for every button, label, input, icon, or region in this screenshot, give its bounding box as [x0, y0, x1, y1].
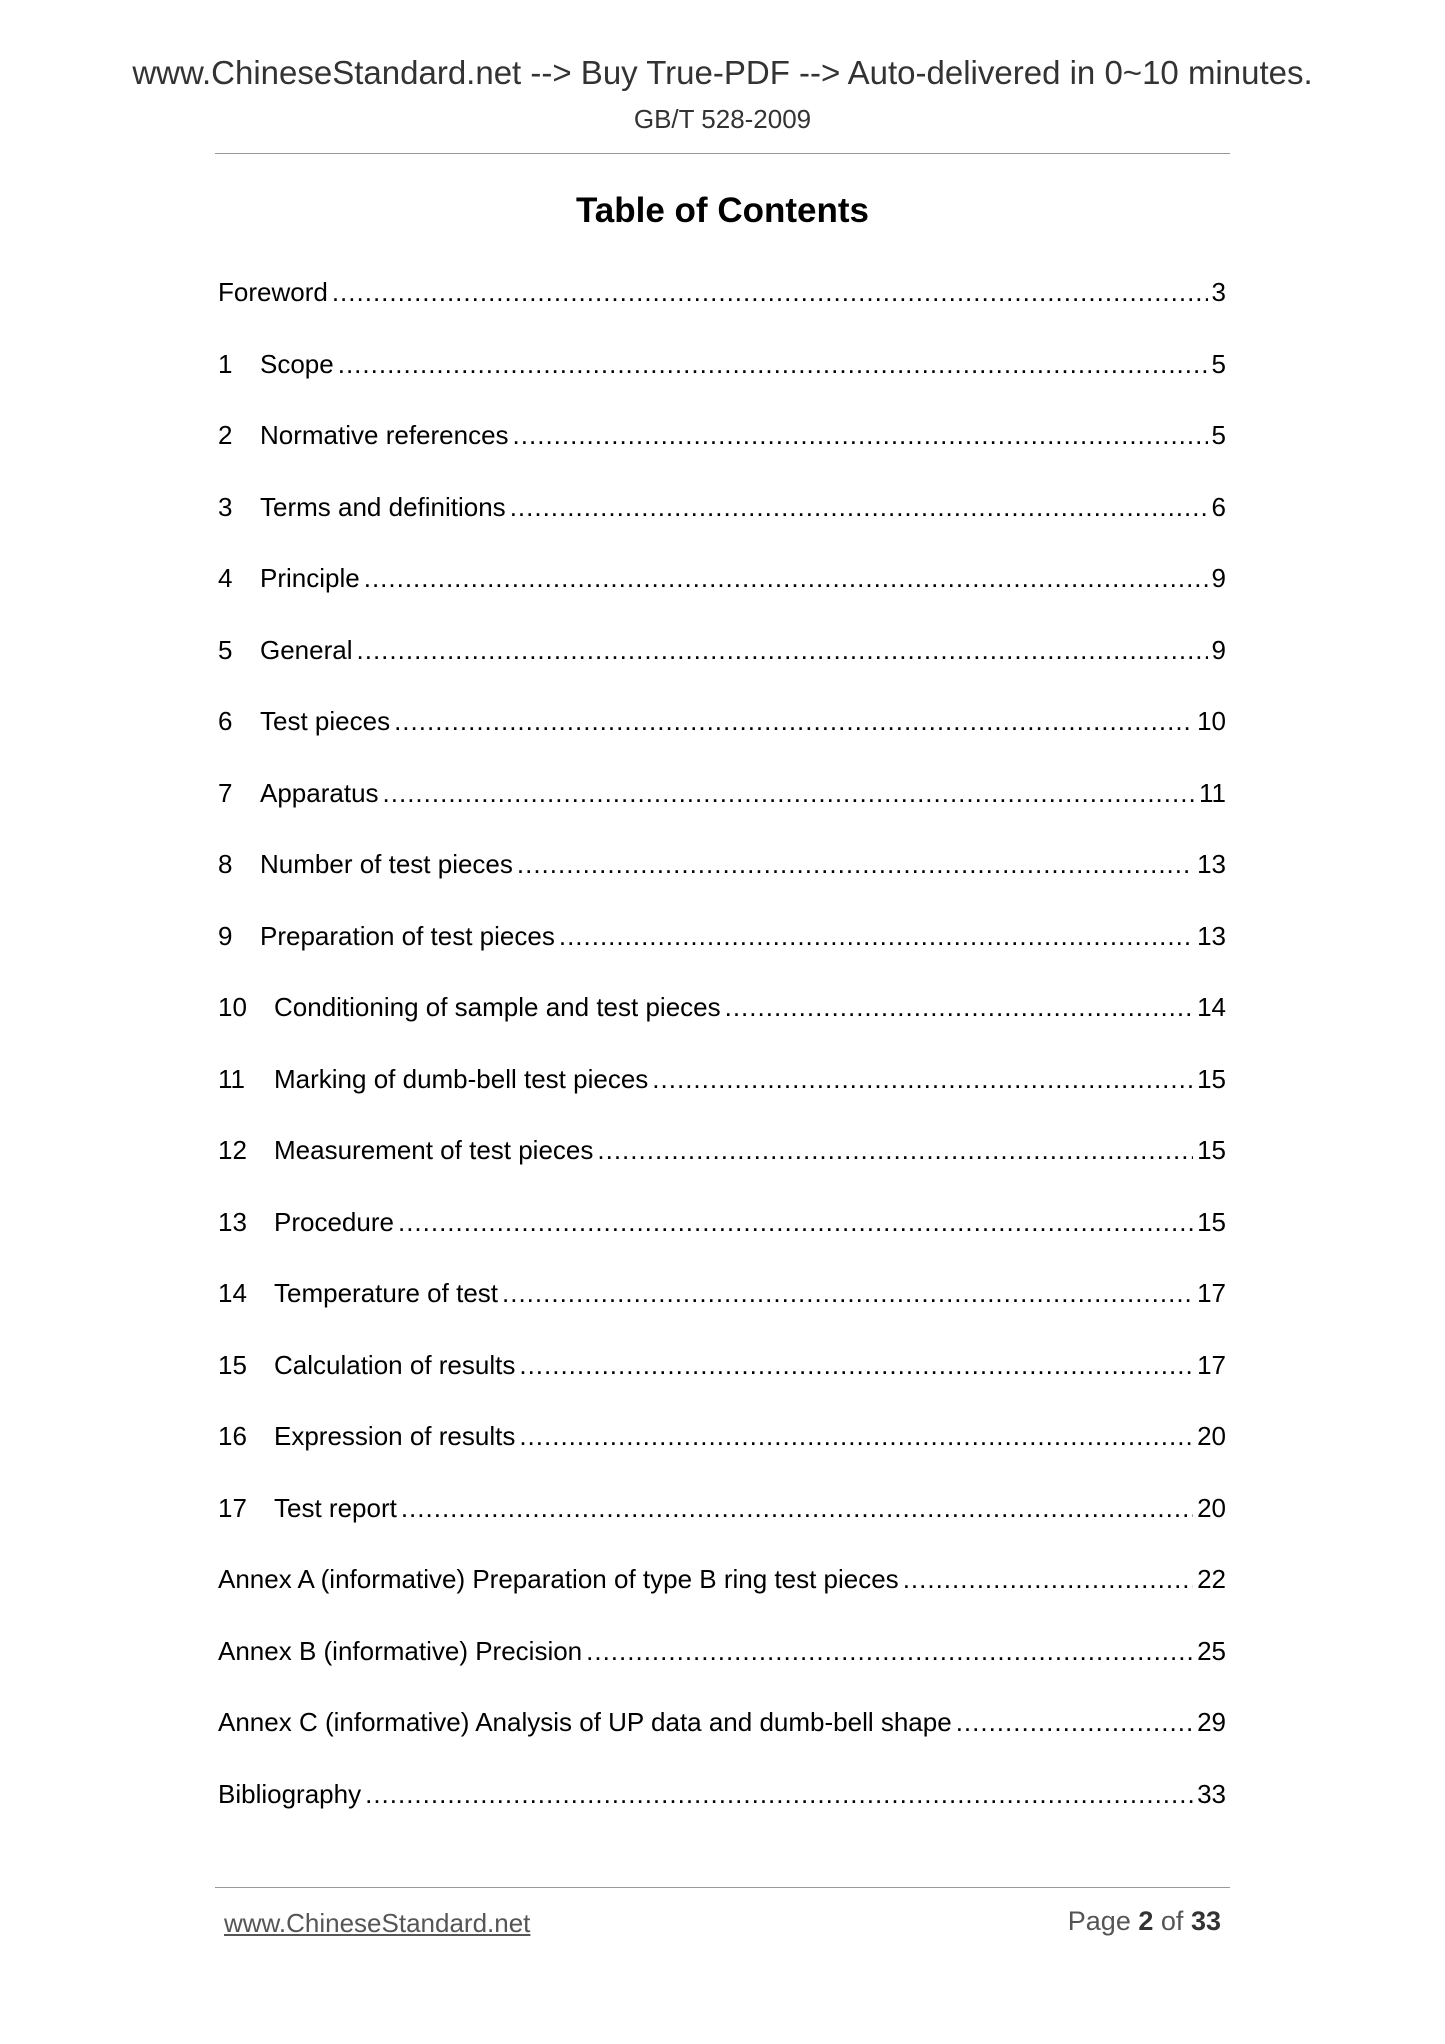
toc-entry-number: 8 [218, 849, 233, 879]
footer-site-link[interactable]: www.ChineseStandard.net [224, 1908, 531, 1938]
table-of-contents [218, 272, 1226, 1845]
toc-entry-label: Marking of dumb-bell test pieces [274, 1063, 649, 1094]
header-divider [215, 153, 1230, 154]
toc-entry-page: 13 [1197, 849, 1226, 879]
toc-entry[interactable] [218, 773, 1226, 845]
toc-entry-number: 14 [218, 1278, 247, 1308]
toc-entry-page: 20 [1197, 1421, 1226, 1451]
footer-divider [215, 1887, 1230, 1888]
toc-entry-page: 29 [1197, 1707, 1226, 1737]
toc-dot-leader [903, 1559, 1193, 1599]
toc-entry[interactable] [218, 1202, 1226, 1274]
standard-code: GB/T 528-2009 [633, 104, 812, 134]
toc-entry-number: 3 [218, 491, 233, 522]
toc-entry-page: 17 [1197, 1349, 1226, 1380]
toc-dot-leader [597, 1130, 1193, 1170]
toc-entry-label: Foreword [218, 277, 328, 307]
toc-entry[interactable] [218, 844, 1226, 916]
toc-dot-leader [519, 1345, 1193, 1385]
toc-entry-number: 13 [218, 1206, 247, 1237]
toc-entry-number: 17 [218, 1492, 247, 1523]
toc-entry-label: Conditioning of sample and test pieces [274, 992, 721, 1022]
toc-entry-page: 22 [1197, 1564, 1226, 1594]
page-indicator [1068, 1906, 1221, 1937]
toc-entry-page: 25 [1197, 1635, 1226, 1666]
toc-entry-page: 5 [1211, 420, 1226, 450]
toc-dot-leader [559, 916, 1193, 956]
toc-entry-number: 4 [218, 563, 233, 593]
toc-dot-leader [364, 558, 1208, 598]
toc-entry-label: General [260, 634, 353, 665]
toc-dot-leader [586, 1631, 1193, 1671]
toc-entry-number: 7 [218, 777, 233, 808]
toc-dot-leader [513, 415, 1208, 455]
toc-title: Table of Contents [576, 191, 869, 230]
toc-entry-number: 16 [218, 1421, 247, 1451]
toc-entry-label: Calculation of results [274, 1349, 516, 1380]
toc-entry-page: 33 [1197, 1778, 1226, 1809]
toc-entry-label: Temperature of test [274, 1278, 498, 1308]
toc-dot-leader [956, 1702, 1193, 1742]
toc-entry-number: 1 [218, 348, 233, 379]
toc-entry-label: Expression of results [274, 1421, 516, 1451]
toc-entry[interactable] [218, 1059, 1226, 1131]
toc-entry-label: Annex A (informative) Preparation of type B ring test pieces [218, 1564, 899, 1594]
toc-dot-leader [502, 1273, 1193, 1313]
toc-entry[interactable] [218, 987, 1226, 1059]
page-of: of [1160, 1906, 1184, 1936]
toc-entry-number: 10 [218, 992, 247, 1022]
toc-entry-number: 6 [218, 706, 233, 736]
toc-entry[interactable] [218, 1345, 1226, 1417]
toc-entry[interactable] [218, 558, 1226, 630]
toc-entry-number: 15 [218, 1349, 247, 1380]
toc-entry-page: 10 [1197, 706, 1226, 736]
toc-entry-page: 15 [1197, 1135, 1226, 1165]
toc-entry-page: 9 [1211, 563, 1226, 593]
toc-entry[interactable] [218, 344, 1226, 416]
page-prefix: Page [1067, 1906, 1131, 1936]
toc-entry-page: 15 [1197, 1206, 1226, 1237]
toc-dot-leader [365, 1774, 1193, 1814]
toc-entry-number: 5 [218, 634, 233, 665]
toc-entry[interactable] [218, 1702, 1226, 1774]
toc-entry-number: 12 [218, 1135, 247, 1165]
toc-entry-page: 20 [1197, 1492, 1226, 1523]
toc-entry-label: Normative references [260, 420, 509, 450]
toc-entry-label: Principle [260, 563, 360, 593]
toc-entry-page: 14 [1197, 992, 1226, 1022]
toc-entry[interactable] [218, 272, 1226, 344]
toc-entry-page: 6 [1211, 491, 1226, 522]
toc-entry-label: Test pieces [260, 706, 391, 736]
toc-entry-number: 9 [218, 920, 233, 951]
toc-dot-leader [357, 630, 1208, 670]
toc-dot-leader [383, 773, 1195, 813]
toc-entry[interactable] [218, 1488, 1226, 1560]
toc-entry[interactable] [218, 1631, 1226, 1703]
toc-entry-page: 5 [1211, 348, 1226, 379]
toc-entry-number: 11 [218, 1063, 245, 1094]
toc-entry-page: 11 [1199, 777, 1226, 808]
toc-entry[interactable] [218, 1130, 1226, 1202]
toc-entry[interactable] [218, 630, 1226, 702]
toc-entry-label: Test report [274, 1492, 397, 1523]
toc-entry-page: 15 [1197, 1063, 1226, 1094]
toc-entry-page: 3 [1211, 277, 1226, 307]
page-current: 2 [1138, 1906, 1154, 1936]
toc-entry[interactable] [218, 1774, 1226, 1846]
toc-entry-label: Procedure [274, 1206, 394, 1237]
toc-dot-leader [517, 844, 1193, 884]
toc-entry-label: Terms and definitions [260, 491, 506, 522]
toc-entry-label: Measurement of test pieces [274, 1135, 594, 1165]
toc-entry[interactable] [218, 916, 1226, 988]
toc-dot-leader [519, 1416, 1193, 1456]
toc-entry-label: Scope [260, 348, 334, 379]
toc-entry-page: 9 [1211, 634, 1226, 665]
toc-dot-leader [398, 1202, 1193, 1242]
toc-entry-label: Annex C (informative) Analysis of UP data and dumb-bell shape [218, 1707, 952, 1737]
toc-dot-leader [332, 272, 1208, 312]
header-banner: www.ChineseStandard.net --> Buy True-PDF --> Auto-delivered in 0~10 minutes. [132, 54, 1313, 91]
toc-dot-leader [394, 701, 1193, 741]
toc-dot-leader [401, 1488, 1193, 1528]
toc-entry-number: 2 [218, 420, 233, 450]
toc-entry-label: Bibliography [218, 1778, 362, 1809]
toc-dot-leader [338, 344, 1208, 384]
toc-entry[interactable] [218, 1559, 1226, 1631]
toc-entry[interactable] [218, 1416, 1226, 1488]
toc-entry[interactable] [218, 415, 1226, 487]
toc-entry[interactable] [218, 701, 1226, 773]
toc-entry[interactable] [218, 487, 1226, 559]
toc-entry-label: Preparation of test pieces [260, 920, 555, 951]
toc-entry[interactable] [218, 1273, 1226, 1345]
toc-dot-leader [725, 987, 1193, 1027]
toc-entry-page: 13 [1197, 920, 1226, 951]
toc-entry-label: Number of test pieces [260, 849, 513, 879]
toc-entry-label: Apparatus [260, 777, 379, 808]
toc-dot-leader [510, 487, 1208, 527]
page-total: 33 [1190, 1906, 1221, 1936]
toc-entry-page: 17 [1197, 1278, 1226, 1308]
toc-entry-label: Annex B (informative) Precision [218, 1635, 583, 1666]
toc-dot-leader [652, 1059, 1193, 1099]
